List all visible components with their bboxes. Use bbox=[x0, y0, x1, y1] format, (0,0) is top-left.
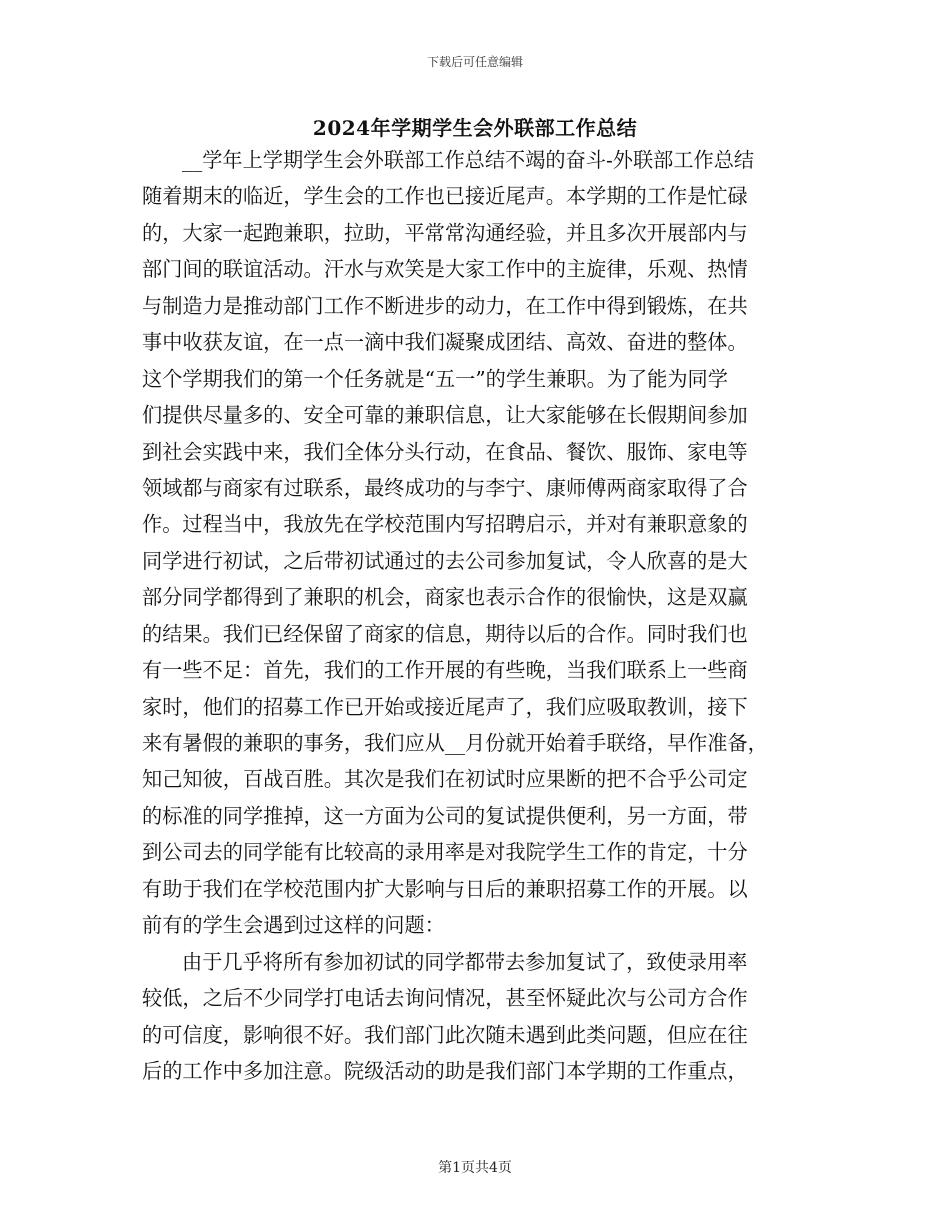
body-line: 有助于我们在学校范围内扩大影响与日后的兼职招募工作的开展。以 bbox=[142, 876, 748, 901]
body-line: 较低，之后不少同学打电话去询问情况，甚至怀疑此次与公司方合作 bbox=[142, 986, 748, 1011]
body-line: 部门间的联谊活动。汗水与欢笑是大家工作中的主旋律，乐观、热情 bbox=[142, 257, 748, 282]
body-line: 有一些不足：首先，我们的工作开展的有些晚，当我们联系上一些商 bbox=[142, 658, 748, 683]
body-line: 的可信度，影响很不好。我们部门此次随未遇到此类问题，但应在往 bbox=[142, 1022, 748, 1047]
body-line: 前有的学生会遇到过这样的问题： bbox=[142, 913, 445, 938]
body-line: 知己知彼，百战百胜。其次是我们在初试时应果断的把不合乎公司定 bbox=[142, 767, 748, 792]
body-line: 随着期末的临近，学生会的工作也已接近尾声。本学期的工作是忙碌 bbox=[142, 184, 748, 209]
body-line: 来有暑假的兼职的事务，我们应从__月份就开始着手联络，早作准备， bbox=[142, 731, 768, 755]
body-line: 领域都与商家有过联系，最终成功的与李宁、康师傅两商家取得了合 bbox=[142, 475, 748, 500]
page-number: 第1页共4页 bbox=[438, 1160, 512, 1176]
body-line: 作。过程当中，我放先在学校范围内写招聘启示，并对有兼职意象的 bbox=[142, 512, 748, 537]
body-line: 家时，他们的招募工作已开始或接近尾声了，我们应吸取教训，接下 bbox=[142, 694, 748, 719]
body-line: 事中收获友谊，在一点一滴中我们凝聚成团结、高效、奋进的整体。 bbox=[142, 330, 748, 355]
body-line: 这个学期我们的第一个任务就是“五一”的学生兼职。为了能为同学 bbox=[142, 366, 728, 391]
document-body bbox=[142, 142, 832, 1089]
body-line: 部分同学都得到了兼职的机会，商家也表示合作的很愉快，这是双赢 bbox=[142, 585, 748, 610]
document-title: 2024年学期学生会外联部工作总结 bbox=[312, 116, 638, 140]
body-line: 到社会实践中来，我们全体分头行动，在食品、餐饮、服饰、家电等 bbox=[142, 439, 748, 464]
body-line: 的结果。我们已经保留了商家的信息，期待以后的合作。同时我们也 bbox=[142, 621, 748, 646]
body-line: __学年上学期学生会外联部工作总结不竭的奋斗-外联部工作总结 bbox=[182, 148, 755, 172]
body-line: 与制造力是推动部门工作不断进步的动力，在工作中得到锻炼，在共 bbox=[142, 293, 748, 318]
page-header-note: 下载后可任意编辑 bbox=[426, 55, 523, 69]
body-line: 后的工作中多加注意。院级活动的助是我们部门本学期的工作重点， bbox=[142, 1058, 748, 1083]
body-line: 的标准的同学推掉，这一方面为公司的复试提供便利，另一方面，带 bbox=[142, 803, 748, 828]
body-line: 同学进行初试，之后带初试通过的去公司参加复试，令人欣喜的是大 bbox=[142, 548, 748, 573]
body-line: 由于几乎将所有参加初试的同学都带去参加复试了，致使录用率 bbox=[182, 949, 748, 974]
body-line: 们提供尽量多的、安全可靠的兼职信息，让大家能够在长假期间参加 bbox=[142, 403, 748, 428]
body-line: 的，大家一起跑兼职，拉助，平常常沟通经验，并且多次开展部内与 bbox=[142, 220, 748, 245]
body-line: 到公司去的同学能有比较高的录用率是对我院学生工作的肯定，十分 bbox=[142, 840, 748, 865]
